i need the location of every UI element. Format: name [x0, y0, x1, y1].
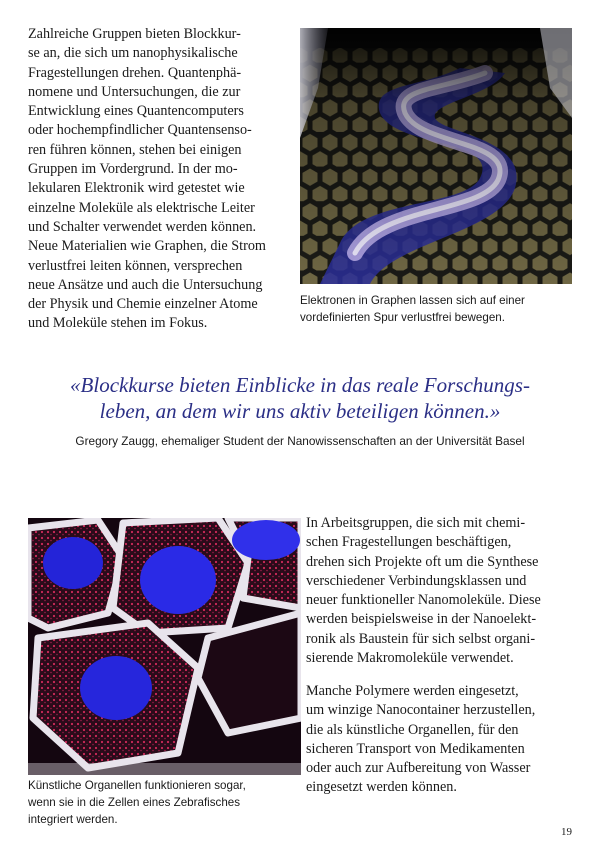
body-paragraph-bottom-1: In Arbeitsgruppen, die sich mit chemi- schen Fragestellungen beschäftigen, drehen sich Projekte oft um die Synthese verschiedener Verbindungsklassen und neuer funktioneller Nanomoleküle. Diese werden beispielsweise in der Nanoelekt- ronik als Baustein für sich selbst organi- sierende Makromoleküle verwendet.	[306, 515, 541, 667]
caption-graphene: Elektronen in Graphen lassen sich auf einer vordefinierten Spur verlustfrei bewegen.	[300, 294, 525, 324]
zebrafish-cells-photo	[28, 518, 301, 775]
body-paragraph-bottom-2: Manche Polymere werden eingesetzt, um winzige Nanocontainer herzustellen, die als künstliche Organellen, für den sicheren Transport von Medikamenten oder auch zur Aufbereitung von Wasser eingesetzt werden können.	[306, 683, 536, 796]
quote-attribution: Gregory Zaugg, ehemaliger Student der Nanowissenschaften an der Universität Basel	[75, 434, 525, 448]
graphene-photo	[300, 28, 572, 284]
body-paragraph-top: Zahlreiche Gruppen bieten Blockkur- se an, die sich um nanophysikalische Fragestellungen drehen. Quantenphä- nomene und Untersuchungen, die zur Entwicklung eines Quantencomputers oder hochempfindlicher Quantensenso- ren führen können, stehen bei einigen Gruppen im Vordergrund. In der mo- lekularen Elektronik wird getestet wie einzelne Moleküle als elektrische Leiter und Schalter verwendet werden können. Neue Materialien wie Graphen, die Strom verlustfrei leiten können, versprechen neue Ansätze und auch die Untersuchung der Physik und Chemie einzelner Atome und Moleküle stehen im Fokus.	[28, 26, 266, 332]
pull-quote: «Blockkurse bieten Einblicke in das reale Forschungs- leben, an dem wir uns aktiv beteiligen können.»	[70, 373, 530, 423]
caption-cells: Künstliche Organellen funktionieren sogar, wenn sie in die Zellen eines Zebrafisches integriert werden.	[28, 779, 246, 826]
page-number: 19	[561, 826, 572, 838]
